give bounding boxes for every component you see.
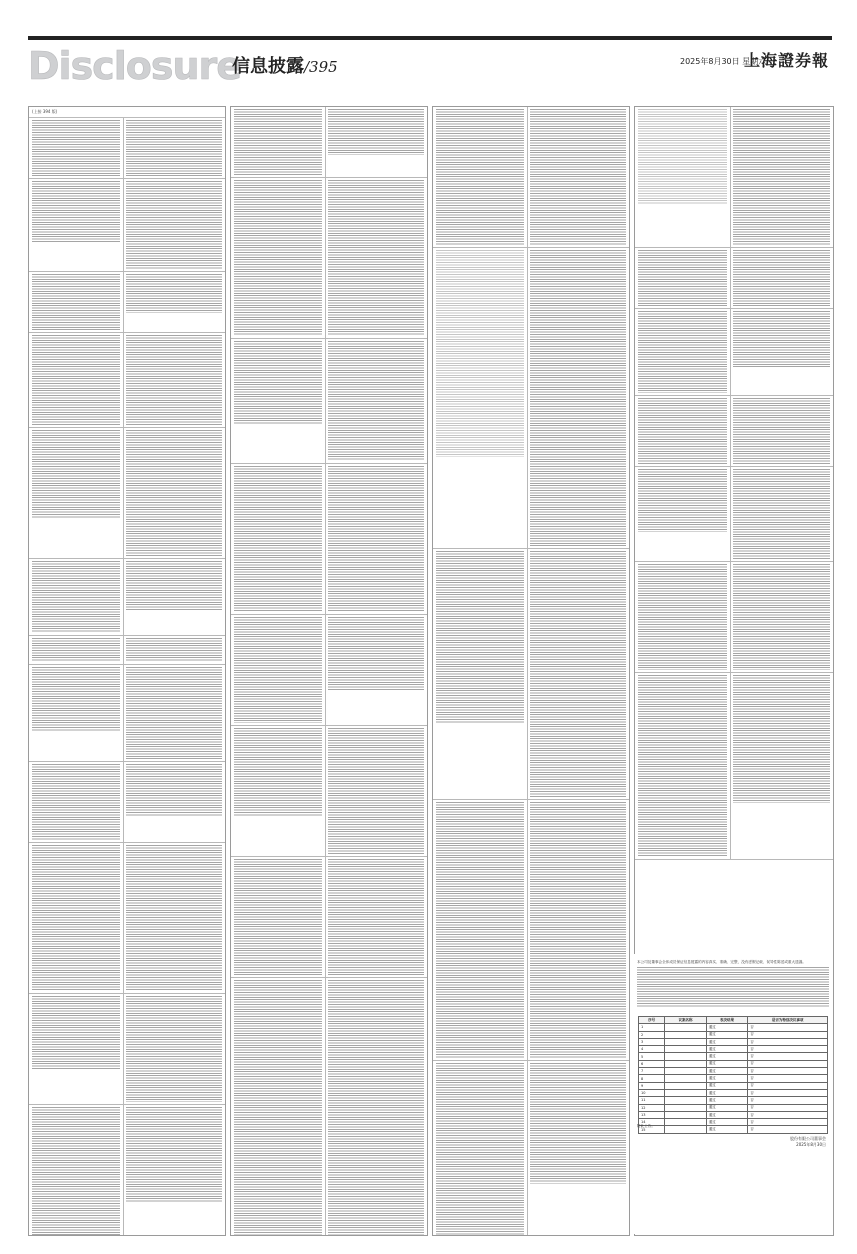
table-row bbox=[29, 762, 225, 843]
announcement-body: 本公司及董事会全体成员保证信息披露的内容真实、准确、完整，没有虚假记载、误导性陈述或重大遗漏。 bbox=[637, 960, 806, 964]
table-row bbox=[433, 800, 629, 1061]
table-cell: 通过 bbox=[706, 1024, 748, 1031]
table-cell: 否 bbox=[748, 1038, 828, 1045]
table-cell: 否 bbox=[748, 1068, 828, 1075]
table-row bbox=[29, 428, 225, 559]
table-row bbox=[433, 1061, 629, 1236]
column-header: 序号 bbox=[639, 1017, 665, 1024]
table-cell: 否 bbox=[748, 1024, 828, 1031]
table-cell: 7 bbox=[639, 1068, 665, 1075]
table-cell: 否 bbox=[748, 1082, 828, 1089]
table-cell: 通过 bbox=[706, 1038, 748, 1045]
table-cell bbox=[665, 1097, 707, 1104]
column-2 bbox=[230, 106, 428, 1236]
continuation-note: (上接 394 版) bbox=[29, 107, 225, 118]
table-cell: 通过 bbox=[706, 1126, 748, 1133]
table-row bbox=[231, 978, 427, 1236]
table-cell: 通过 bbox=[706, 1068, 748, 1075]
table-row bbox=[433, 248, 629, 549]
table-row bbox=[639, 1089, 828, 1096]
section-title bbox=[232, 52, 338, 78]
masthead-rule bbox=[28, 36, 832, 40]
table-cell: 否 bbox=[748, 1119, 828, 1126]
table-row bbox=[639, 1104, 828, 1111]
table-row bbox=[231, 464, 427, 615]
table-row bbox=[231, 339, 427, 464]
table-cell: 否 bbox=[748, 1126, 828, 1133]
table-cell: 否 bbox=[748, 1060, 828, 1067]
masthead bbox=[28, 44, 832, 90]
table-row bbox=[231, 107, 427, 178]
table-cell: 9 bbox=[639, 1082, 665, 1089]
table-row bbox=[639, 1075, 828, 1082]
announcement-block bbox=[634, 954, 832, 1234]
table-cell: 通过 bbox=[706, 1097, 748, 1104]
table-cell bbox=[665, 1046, 707, 1053]
table-cell: 通过 bbox=[706, 1104, 748, 1111]
table-cell: 1 bbox=[639, 1024, 665, 1031]
table-cell: 否 bbox=[748, 1031, 828, 1038]
table-row bbox=[29, 333, 225, 428]
column-3 bbox=[432, 106, 630, 1236]
table-row bbox=[639, 1038, 828, 1045]
table-row bbox=[433, 549, 629, 800]
table-cell: 否 bbox=[748, 1097, 828, 1104]
table-row bbox=[639, 1053, 828, 1060]
table-row bbox=[635, 248, 833, 309]
table-cell: 通过 bbox=[706, 1082, 748, 1089]
table-row bbox=[635, 562, 833, 673]
table-cell: 通过 bbox=[706, 1031, 748, 1038]
table-cell: 10 bbox=[639, 1089, 665, 1096]
table-cell: 11 bbox=[639, 1097, 665, 1104]
table-row bbox=[29, 1105, 225, 1236]
resolution-table bbox=[638, 1016, 828, 1134]
table-cell bbox=[665, 1060, 707, 1067]
table-row bbox=[639, 1068, 828, 1075]
table-row bbox=[639, 1119, 828, 1126]
table-cell bbox=[665, 1111, 707, 1118]
table-row bbox=[635, 673, 833, 860]
table-cell: 否 bbox=[748, 1089, 828, 1096]
table-cell bbox=[665, 1089, 707, 1096]
table-row bbox=[639, 1060, 828, 1067]
table-row bbox=[635, 107, 833, 248]
signature-date: 2025年8月30日 bbox=[796, 1142, 826, 1147]
table-cell: 2 bbox=[639, 1031, 665, 1038]
table-cell: 14 bbox=[639, 1119, 665, 1126]
page-number: /395 bbox=[304, 58, 338, 76]
table-row bbox=[231, 726, 427, 857]
table-cell: 否 bbox=[748, 1111, 828, 1118]
table-cell: 通过 bbox=[706, 1119, 748, 1126]
table-cell bbox=[665, 1038, 707, 1045]
table-cell: 否 bbox=[748, 1075, 828, 1082]
table-row bbox=[29, 843, 225, 994]
table-row bbox=[639, 1046, 828, 1053]
disclosure-logo: Disclosure bbox=[28, 44, 242, 88]
table-row bbox=[639, 1031, 828, 1038]
table-row bbox=[639, 1082, 828, 1089]
signature-company: 股份有限公司董事会 bbox=[790, 1136, 826, 1141]
table-cell: 通过 bbox=[706, 1046, 748, 1053]
table-row bbox=[639, 1126, 828, 1133]
closing-text: 特此公告。 bbox=[637, 1124, 655, 1128]
table-row bbox=[639, 1111, 828, 1118]
table-row bbox=[635, 309, 833, 396]
column-1 bbox=[28, 106, 226, 1236]
table-cell: 通过 bbox=[706, 1089, 748, 1096]
table-cell: 6 bbox=[639, 1060, 665, 1067]
announcement-text bbox=[637, 967, 829, 1007]
table-cell bbox=[665, 1075, 707, 1082]
section-name: 信息披露 bbox=[232, 56, 304, 77]
newspaper-logo: 上海證券報 bbox=[744, 51, 830, 70]
table-cell: 否 bbox=[748, 1053, 828, 1060]
table-row bbox=[29, 272, 225, 333]
table-cell bbox=[665, 1053, 707, 1060]
table-cell bbox=[665, 1082, 707, 1089]
table-cell bbox=[665, 1119, 707, 1126]
table-row bbox=[231, 615, 427, 726]
issue-date: 2025年8月30日 星期六 bbox=[680, 57, 767, 66]
table-cell bbox=[665, 1068, 707, 1075]
table-row bbox=[29, 636, 225, 665]
table-row bbox=[29, 994, 225, 1105]
table-cell: 13 bbox=[639, 1111, 665, 1118]
table-cell: 通过 bbox=[706, 1111, 748, 1118]
table-row bbox=[433, 107, 629, 248]
table-cell bbox=[665, 1126, 707, 1133]
table-row bbox=[29, 179, 225, 272]
table-cell: 4 bbox=[639, 1046, 665, 1053]
table-row bbox=[635, 467, 833, 562]
table-row bbox=[639, 1024, 828, 1031]
table-row bbox=[29, 559, 225, 636]
table-cell: 通过 bbox=[706, 1060, 748, 1067]
column-header: 是否为特别决议事项 bbox=[748, 1017, 828, 1024]
table-cell bbox=[665, 1104, 707, 1111]
table-row bbox=[231, 857, 427, 978]
table-cell: 5 bbox=[639, 1053, 665, 1060]
table-row bbox=[639, 1097, 828, 1104]
table-cell: 否 bbox=[748, 1104, 828, 1111]
table-cell: 15 bbox=[639, 1126, 665, 1133]
page-columns bbox=[28, 106, 832, 1240]
table-cell: 3 bbox=[639, 1038, 665, 1045]
column-header: 表决结果 bbox=[706, 1017, 748, 1024]
table-row bbox=[635, 396, 833, 467]
table-row bbox=[29, 665, 225, 762]
table-cell bbox=[665, 1024, 707, 1031]
table-cell: 8 bbox=[639, 1075, 665, 1082]
table-row bbox=[231, 178, 427, 339]
table-cell: 通过 bbox=[706, 1053, 748, 1060]
table-row bbox=[29, 118, 225, 179]
column-header: 议案名称 bbox=[665, 1017, 707, 1024]
table-cell: 12 bbox=[639, 1104, 665, 1111]
table-cell bbox=[665, 1031, 707, 1038]
table-cell: 通过 bbox=[706, 1075, 748, 1082]
table-cell: 否 bbox=[748, 1046, 828, 1053]
table-header-row bbox=[639, 1017, 828, 1024]
